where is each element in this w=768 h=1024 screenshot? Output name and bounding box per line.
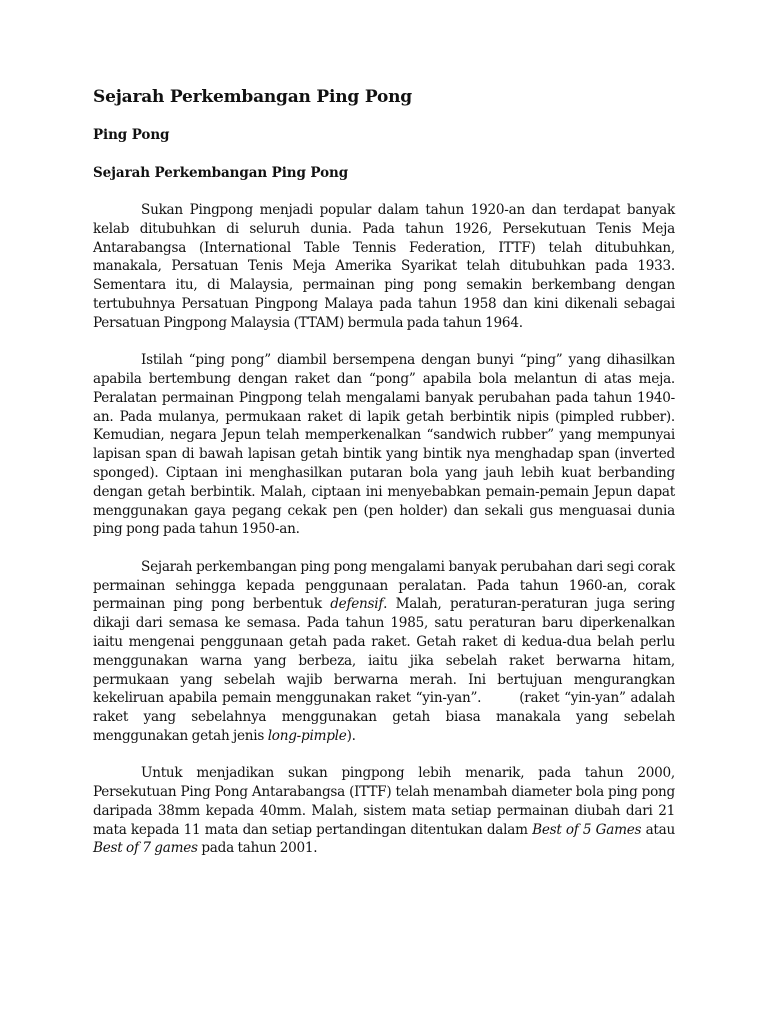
paragraph-4 — [93, 764, 675, 858]
paragraph-4-text-a: Untuk menjadikan sukan pingpong lebih menarik, pada tahun 2000, Persekutuan Ping Pong Antarabangsa (ITTF) telah menambah diameter bola ping pong daripada 38mm kepada 40mm. Malah, sistem mata setiap permainan diubah dari 21 mata kepada 11 mata dan setiap pertandingan ditentukan dalam — [93, 765, 675, 838]
paragraph-3-italic-long-pimple: long-pimple — [267, 727, 347, 744]
paragraph-4-text-c: pada tahun 2001. — [197, 840, 318, 857]
paragraph-4-italic-best-of-5: Best of 5 Games — [532, 821, 642, 838]
paragraph-3-text-c: (raket “yin-yan” adalah raket yang sebelahnya menggunakan getah biasa manakala yang sebelah menggunakan getah jenis — [93, 690, 675, 744]
paragraph-4-italic-best-of-7: Best of 7 games — [93, 840, 198, 857]
paragraph-3 — [93, 558, 675, 746]
paragraph-4-text-b: atau — [641, 821, 675, 838]
heading-ping-pong: Ping Pong — [93, 127, 170, 143]
paragraph-2: Istilah “ping pong” diambil bersempena dengan bunyi “ping” yang dihasilkan apabila bertembung dengan raket dan “pong” apabila bola melantun di atas meja. Peralatan permainan Pingpong telah mengalami banyak perubahan pada tahun 1940-an. Pada mulanya, permukaan raket di lapik getah berbintik nipis (pimpled rubber). Kemudian, negara Jepun telah memperkenalkan “sandwich rubber” yang mempunyai lapisan span di bawah lapisan getah bintik yang bintik nya menghadap span (inverted sponged). Ciptaan ini menghasilkan putaran bola yang jauh lebih kuat berbanding dengan getah berbintik. Malah, ciptaan ini menyebabkan pemain-pemain Jepun dapat menggunakan gaya pegang cekak pen (pen holder) dan sekali gus menguasai dunia ping pong pada tahun 1950-an. — [93, 352, 675, 538]
paragraph-3-italic-defensif: defensif — [330, 596, 384, 613]
paragraph-3-text-b: . Malah, peraturan-peraturan juga sering dikaji dari semasa ke semasa. Pada tahun 1985, satu peraturan baru diperkenalkan iaitu mengenai penggunaan getah pada raket. Getah raket di kedua-dua belah perlu menggunakan warna yang berbeza, iaitu jika sebelah raket berwarna hitam, permukaan yang sebelah wajib berwarna merah. Ini bertujuan mengurangkan kekeliruan apabila pemain menggunakan raket “yin-yan”. — [93, 596, 675, 707]
document-page — [93, 85, 675, 877]
paragraph-3-text-d: ). — [346, 727, 356, 744]
document-title: Sejarah Perkembangan Ping Pong — [93, 87, 412, 107]
paragraph-1: Sukan Pingpong menjadi popular dalam tahun 1920-an dan terdapat banyak kelab ditubuhkan di seluruh dunia. Pada tahun 1926, Persekutuan Tenis Meja Antarabangsa (International Table Tennis Federation, ITTF) telah ditubuhkan, manakala, Persatuan Tenis Meja Amerika Syarikat telah ditubuhkan pada 1933. Sementara itu, di Malaysia, permainan ping pong semakin berkembang dengan tertubuhnya Persatuan Pingpong Malaya pada tahun 1958 dan kini dikenali sebagai Persatuan Pingpong Malaysia (TTAM) bermula pada tahun 1964. — [93, 202, 675, 331]
paragraph-3-text-a: Sejarah perkembangan ping pong mengalami banyak perubahan dari segi corak permainan sehingga kepada penggunaan peralatan. Pada tahun 1960-an, corak permainan ping pong berbentuk — [93, 558, 675, 613]
heading-sejarah: Sejarah Perkembangan Ping Pong — [93, 165, 349, 181]
